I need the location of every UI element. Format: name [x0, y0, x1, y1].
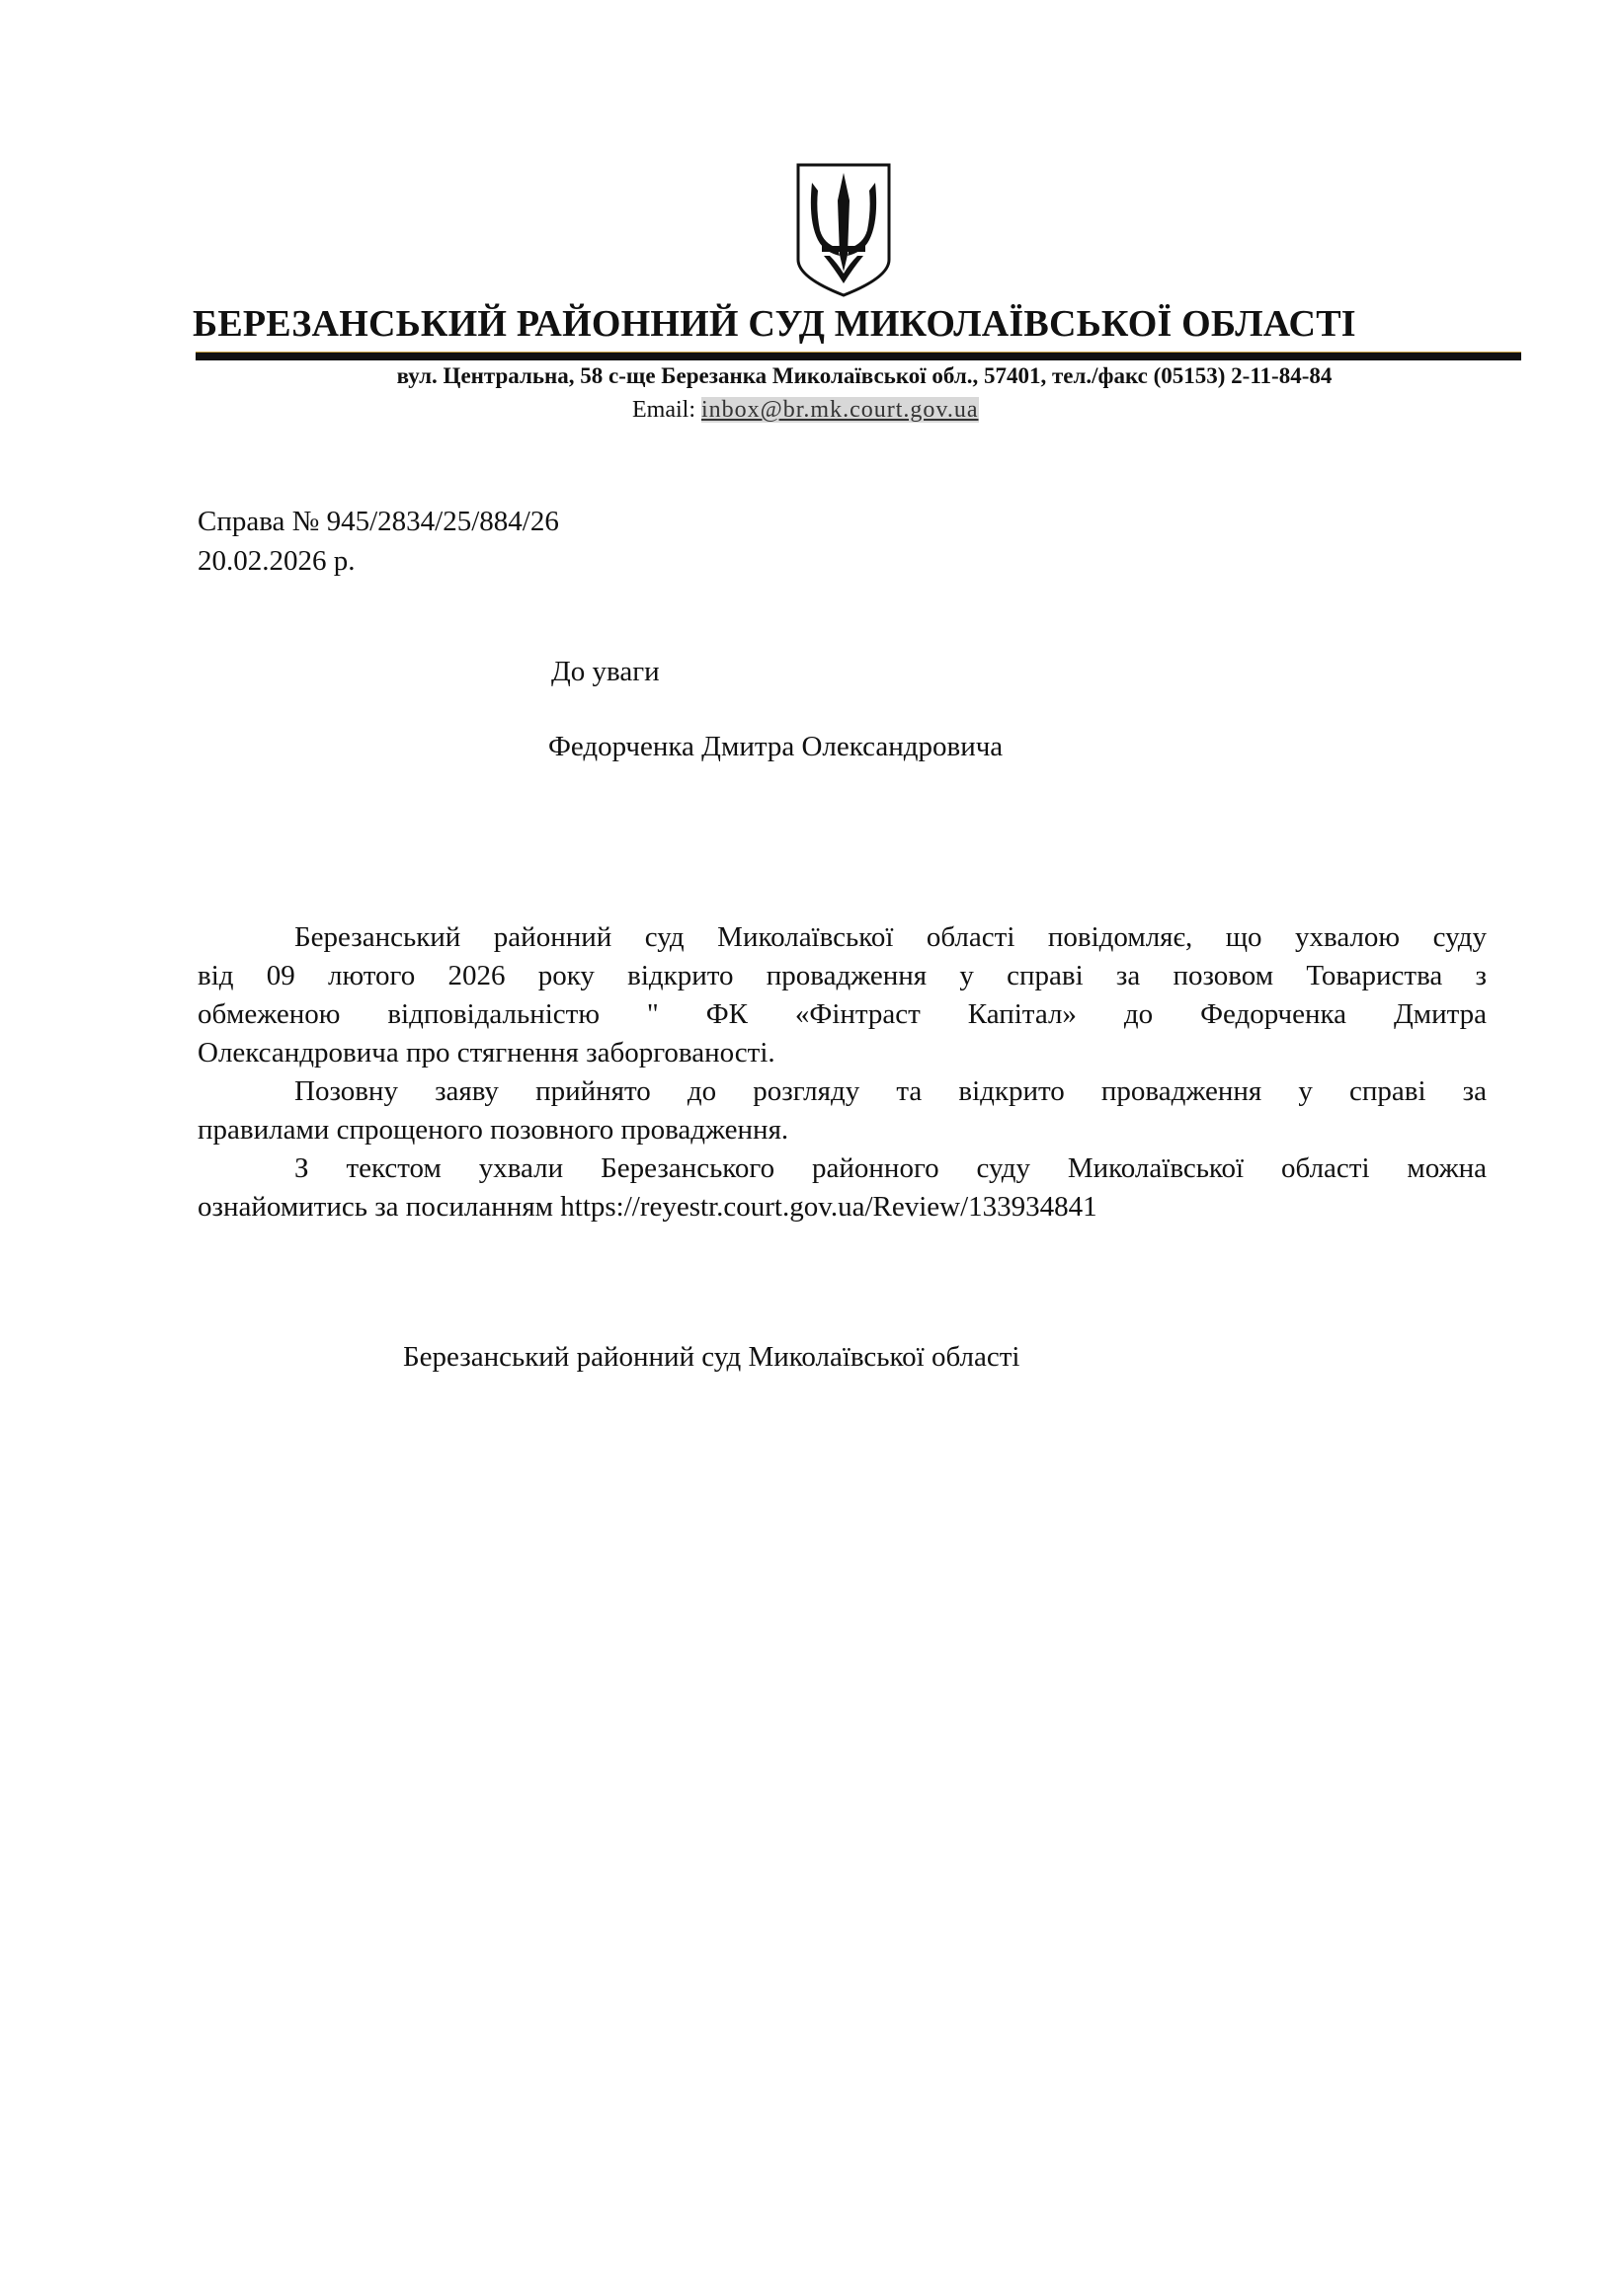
addressee-name: Федорченка Дмитра Олександровича: [548, 731, 1004, 762]
case-number: Справа № 945/2834/25/884/26: [198, 506, 559, 537]
case-date: 20.02.2026 р.: [198, 545, 356, 577]
header-rule: [196, 352, 1521, 360]
email-link[interactable]: inbox@br.mk.court.gov.ua: [700, 397, 979, 423]
body-line: З текстом ухвали Березанського районного суду Миколаївської області можна: [294, 1152, 1487, 1184]
email-line: [632, 397, 979, 424]
signature-court: Березанський районний суд Миколаївської області: [403, 1341, 1020, 1373]
coat-of-arms-emblem: [793, 161, 894, 299]
body-line: обмеженою відповідальністю " ФК «Фінтраст Капітал» до Федорченка Дмитра: [198, 998, 1487, 1030]
body-line: Позовну заяву прийнято до розгляду та відкрито провадження у справі за: [294, 1075, 1487, 1107]
attention-label: До уваги: [551, 656, 660, 687]
court-address: вул. Центральна, 58 с-ще Березанка Миколаївської обл., 57401, тел./факс (05153) 2-11-84-84: [396, 363, 1333, 388]
body-line: Олександровича про стягнення заборгованості.: [198, 1037, 775, 1069]
email-label: Email:: [632, 397, 695, 423]
body-line: правилами спрощеного позовного провадження.: [198, 1114, 789, 1146]
body-line-with-link: ознайомитись за посиланням https://reyestr.court.gov.ua/Review/133934841: [198, 1191, 1097, 1223]
court-title: БЕРЕЗАНСЬКИЙ РАЙОННИЙ СУД МИКОЛАЇВСЬКОЇ ОБЛАСТІ: [193, 303, 1356, 345]
body-line: Березанський районний суд Миколаївської області повідомляє, що ухвалою суду: [294, 921, 1487, 953]
body-line: від 09 лютого 2026 року відкрито провадження у справі за позовом Товариства з: [198, 960, 1487, 991]
